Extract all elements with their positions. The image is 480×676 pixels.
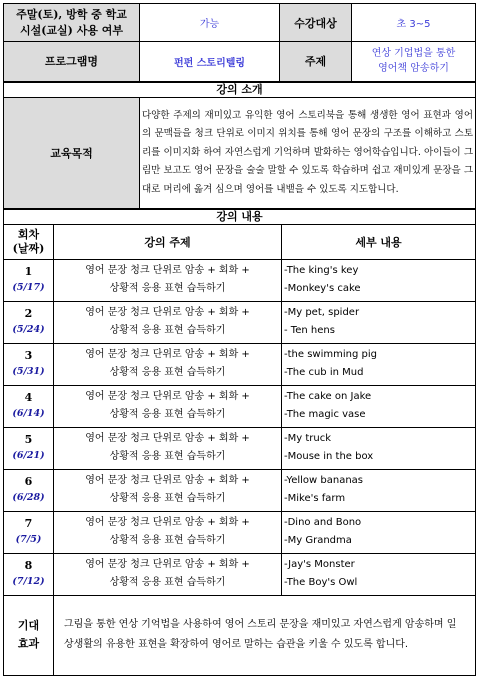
session-number-cell	[4, 427, 54, 469]
session-topic-line2: 상황적 응용 표현 습득하기	[109, 493, 226, 504]
program-label: 프로그램명	[4, 42, 140, 82]
session-topic	[54, 469, 282, 511]
content-section-row	[4, 209, 476, 225]
session-topic	[54, 259, 282, 301]
target-value: 초 3~5	[352, 4, 476, 42]
session-topic-line1: 영어 문장 청크 단위로 암송 + 회화 +	[85, 517, 250, 528]
session-number-cell	[4, 301, 54, 343]
session-row	[4, 553, 476, 595]
session-date: (6/14)	[12, 408, 45, 419]
session-topic-line2: 상황적 응용 표현 습득하기	[109, 283, 226, 294]
session-row	[4, 343, 476, 385]
session-detail-line2: -Mike's farm	[284, 493, 346, 504]
content-section-title: 강의 내용	[4, 209, 476, 225]
session-number: 7	[24, 517, 33, 530]
session-topic-line1: 영어 문장 청크 단위로 암송 + 회화 +	[85, 265, 250, 276]
course-plan-table	[3, 3, 476, 225]
session-detail-line1: -the swimming pig	[284, 349, 377, 360]
effect-label-line2: 효과	[17, 637, 40, 650]
session-number: 3	[24, 349, 33, 362]
session-topic-line2: 상황적 응용 표현 습득하기	[109, 325, 226, 336]
session-detail	[282, 469, 476, 511]
goal-row	[4, 97, 476, 209]
session-detail-line2: -My Grandma	[284, 535, 352, 546]
session-detail-line2: - Ten hens	[284, 325, 335, 336]
session-number-cell	[4, 553, 54, 595]
session-detail-line2: -Monkey's cake	[284, 283, 361, 294]
session-detail	[282, 259, 476, 301]
session-topic-line1: 영어 문장 청크 단위로 암송 + 회화 +	[85, 349, 250, 360]
session-number-cell	[4, 469, 54, 511]
goal-text: 다양한 주제의 재미있고 유익한 영어 스토리북을 통해 생생한 영어 표현과 영어의 문맥들을 청크 단위로 이미지 위치를 통해 영어 문장의 구조를 이해하고 스토리를 이미지화 하여 자연스럽게 기억하며 발화하는 영어학습입니다. 아이들이 그림만 보고도 영어 문장을 술술 말할 수 있도록 학습하며 쉽고 재미있게 문장을 그대로 머리에 옮겨 심으며 영어를 내뱉을 수 있도록 지도합니다.	[140, 97, 476, 209]
session-topic	[54, 427, 282, 469]
session-detail-line2: -The Boy's Owl	[284, 577, 358, 588]
session-detail	[282, 385, 476, 427]
effect-text: 그림을 통한 연상 기억법을 사용하여 영어 스토리 문장을 재미있고 자연스럽게 암송하며 일상생활의 유용한 표현을 확장하여 영어로 말하는 습관을 키울 수 있도록 합니다.	[54, 595, 476, 675]
col-session-line2: (날짜)	[12, 241, 45, 255]
session-number: 8	[24, 559, 33, 572]
session-topic	[54, 343, 282, 385]
session-detail-line1: -Dino and Bono	[284, 517, 362, 528]
session-row	[4, 511, 476, 553]
session-detail-line1: -The king's key	[284, 265, 359, 276]
facility-use-row	[4, 4, 476, 42]
session-row	[4, 301, 476, 343]
session-number-cell	[4, 385, 54, 427]
session-topic-line2: 상황적 응용 표현 습득하기	[109, 367, 226, 378]
facility-use-value: 가능	[140, 4, 280, 42]
session-topic	[54, 553, 282, 595]
target-label: 수강대상	[280, 4, 352, 42]
session-detail	[282, 553, 476, 595]
session-number-cell	[4, 343, 54, 385]
session-detail-line1: -My pet, spider	[284, 307, 360, 318]
program-row	[4, 42, 476, 82]
intro-section-title: 강의 소개	[4, 82, 476, 98]
session-date: (7/5)	[15, 534, 42, 545]
session-number: 5	[24, 433, 33, 446]
effect-row	[4, 595, 476, 675]
session-date: (6/28)	[12, 492, 45, 503]
session-topic-line2: 상황적 응용 표현 습득하기	[109, 535, 226, 546]
col-detail-header: 세부 내용	[282, 225, 476, 259]
session-row	[4, 385, 476, 427]
session-number: 4	[24, 391, 33, 404]
course-plan-document	[3, 3, 475, 676]
theme-value-line2: 영어책 암송하기	[378, 63, 449, 75]
session-topic	[54, 385, 282, 427]
session-row	[4, 469, 476, 511]
intro-section-row	[4, 82, 476, 98]
session-date: (6/21)	[12, 450, 45, 461]
session-number: 1	[24, 265, 33, 278]
session-date: (5/24)	[12, 324, 45, 335]
session-detail-line1: -Yellow bananas	[284, 475, 364, 486]
col-topic-header: 강의 주제	[54, 225, 282, 259]
session-detail-line1: -Jay's Monster	[284, 559, 355, 570]
facility-use-label	[4, 4, 140, 42]
program-value: 펀펀 스토리텔링	[140, 42, 280, 82]
session-date: (5/31)	[12, 366, 45, 377]
session-topic-line2: 상황적 응용 표현 습득하기	[109, 409, 226, 420]
theme-value	[352, 42, 476, 82]
sessions-header-row	[4, 225, 476, 259]
session-detail-line2: -The cub in Mud	[284, 367, 364, 378]
session-detail-line2: -The magic vase	[284, 409, 366, 420]
facility-use-label-line1: 주말(토), 방학 중 학교	[16, 7, 127, 21]
session-number-cell	[4, 259, 54, 301]
effect-label	[4, 595, 54, 675]
session-detail	[282, 343, 476, 385]
session-topic-line2: 상황적 응용 표현 습득하기	[109, 577, 226, 588]
theme-label: 주제	[280, 42, 352, 82]
session-detail-line1: -The cake on Jake	[284, 391, 372, 402]
session-date: (5/17)	[12, 282, 45, 293]
session-topic-line2: 상황적 응용 표현 습득하기	[109, 451, 226, 462]
session-detail	[282, 427, 476, 469]
session-date: (7/12)	[12, 576, 45, 587]
session-number: 6	[24, 475, 33, 488]
goal-label: 교육목적	[4, 97, 140, 209]
session-row	[4, 427, 476, 469]
session-rows	[4, 259, 476, 595]
session-detail-line2: -Mouse in the box	[284, 451, 374, 462]
theme-value-line1: 연상 기업법을 통한	[371, 48, 456, 60]
col-session-header	[4, 225, 54, 259]
session-number: 2	[24, 307, 33, 320]
session-detail	[282, 301, 476, 343]
session-topic-line1: 영어 문장 청크 단위로 암송 + 회화 +	[85, 307, 250, 318]
session-topic	[54, 301, 282, 343]
session-topic	[54, 511, 282, 553]
session-topic-line1: 영어 문장 청크 단위로 암송 + 회화 +	[85, 475, 250, 486]
session-detail	[282, 511, 476, 553]
session-topic-line1: 영어 문장 청크 단위로 암송 + 회화 +	[85, 433, 250, 444]
facility-use-label-line2: 시설(교실) 사용 여부	[19, 23, 124, 37]
session-number-cell	[4, 511, 54, 553]
session-detail-line1: -My truck	[284, 433, 331, 444]
col-session-line1: 회차	[17, 227, 40, 241]
session-topic-line1: 영어 문장 청크 단위로 암송 + 회화 +	[85, 391, 250, 402]
session-topic-line1: 영어 문장 청크 단위로 암송 + 회화 +	[85, 559, 250, 570]
effect-label-line1: 기대	[17, 619, 40, 632]
sessions-table	[3, 225, 476, 676]
session-row	[4, 259, 476, 301]
